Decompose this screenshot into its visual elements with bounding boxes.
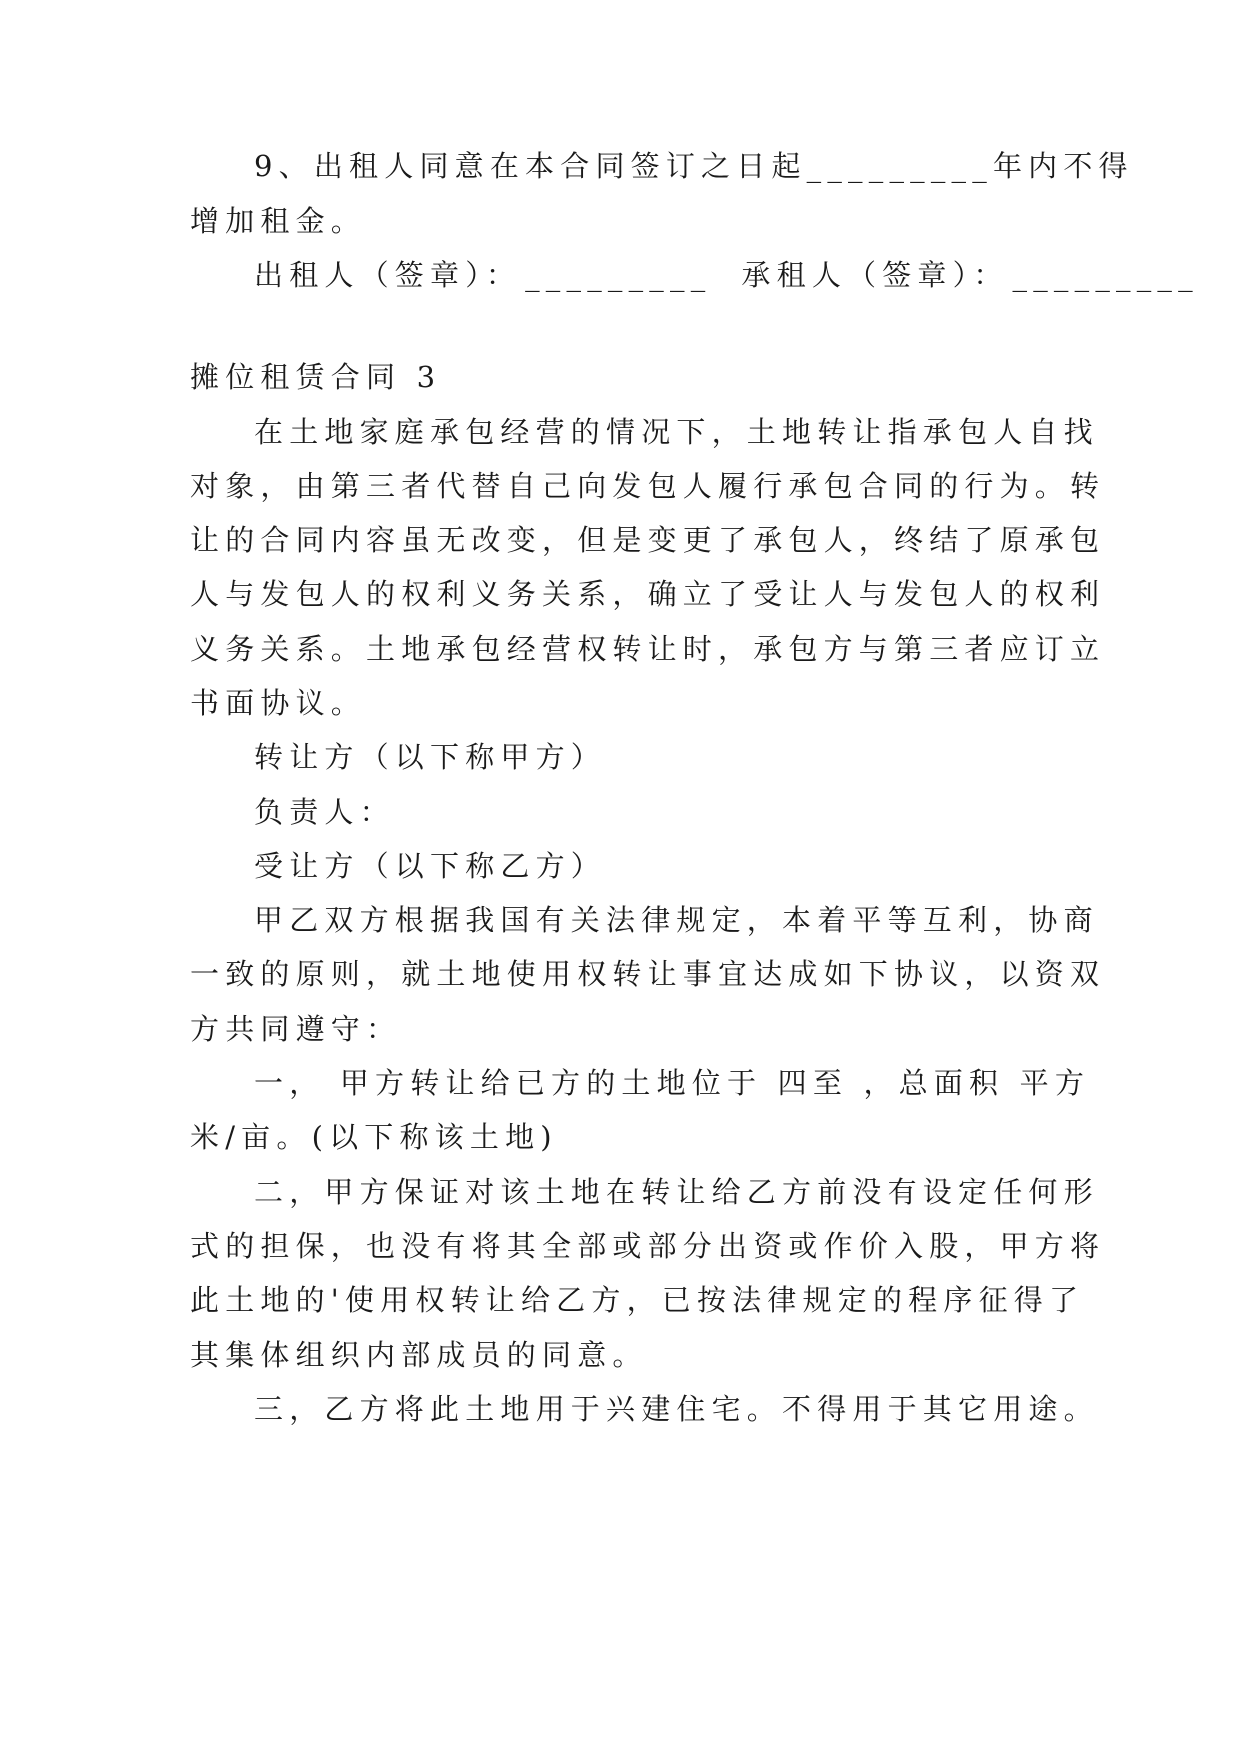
section-title: 摊位租赁合同 3 <box>190 360 442 394</box>
lessee-signature-label: 承租人（签章）： <box>741 258 1009 292</box>
intro-line-5: 义务关系。土地承包经营权转让时，承包方与第三者应订立 <box>190 632 1106 666</box>
transferee-line: 受让方（以下称乙方） <box>254 849 607 883</box>
intro-line-4: 人与发包人的权利义务关系，确立了受让人与发包人的权利 <box>190 577 1106 611</box>
transferor-line: 转让方（以下称甲方） <box>254 740 607 774</box>
article-2-line-3: 此土地的'使用权转让给乙方，已按法律规定的程序征得了 <box>190 1283 1085 1317</box>
article-2-line-1: 二，甲方保证对该土地在转让给乙方前没有设定任何形 <box>254 1175 1099 1209</box>
article-3-line-1: 三，乙方将此土地用于兴建住宅。不得用于其它用途。 <box>254 1392 1099 1426</box>
clause-9-line-1: 9、出租人同意在本合同签订之日起_________年内不得 <box>254 149 1134 183</box>
article-2-line-4: 其集体组织内部成员的同意。 <box>190 1338 648 1372</box>
preamble-line-2: 一致的原则，就土地使用权转让事宜达成如下协议，以资双 <box>190 957 1106 991</box>
lessor-signature-blank: _________ <box>525 258 712 292</box>
preamble-line-3: 方共同遵守： <box>190 1012 402 1046</box>
intro-line-6: 书面协议。 <box>190 686 367 720</box>
article-1-line-2: 米/亩。(以下称该土地) <box>190 1120 558 1154</box>
intro-line-1: 在土地家庭承包经营的情况下，土地转让指承包人自找 <box>254 415 1099 449</box>
signature-line <box>254 255 1199 295</box>
lessor-signature-label: 出租人（签章）： <box>254 258 522 292</box>
article-2-line-2: 式的担保，也没有将其全部或部分出资或作价入股，甲方将 <box>190 1229 1106 1263</box>
intro-line-2: 对象，由第三者代替自己向发包人履行承包合同的行为。转 <box>190 469 1106 503</box>
intro-line-3: 让的合同内容虽无改变，但是变更了承包人，终结了原承包 <box>190 523 1106 557</box>
preamble-line-1: 甲乙双方根据我国有关法律规定，本着平等互利，协商 <box>254 903 1099 937</box>
article-1-line-1: 一， 甲方转让给已方的土地位于 四至 ，总面积 平方 <box>254 1066 1091 1100</box>
clause-9-line-2: 增加租金。 <box>190 204 367 238</box>
responsible-person-line: 负责人： <box>254 795 395 829</box>
lessee-signature-blank: _________ <box>1012 258 1199 292</box>
